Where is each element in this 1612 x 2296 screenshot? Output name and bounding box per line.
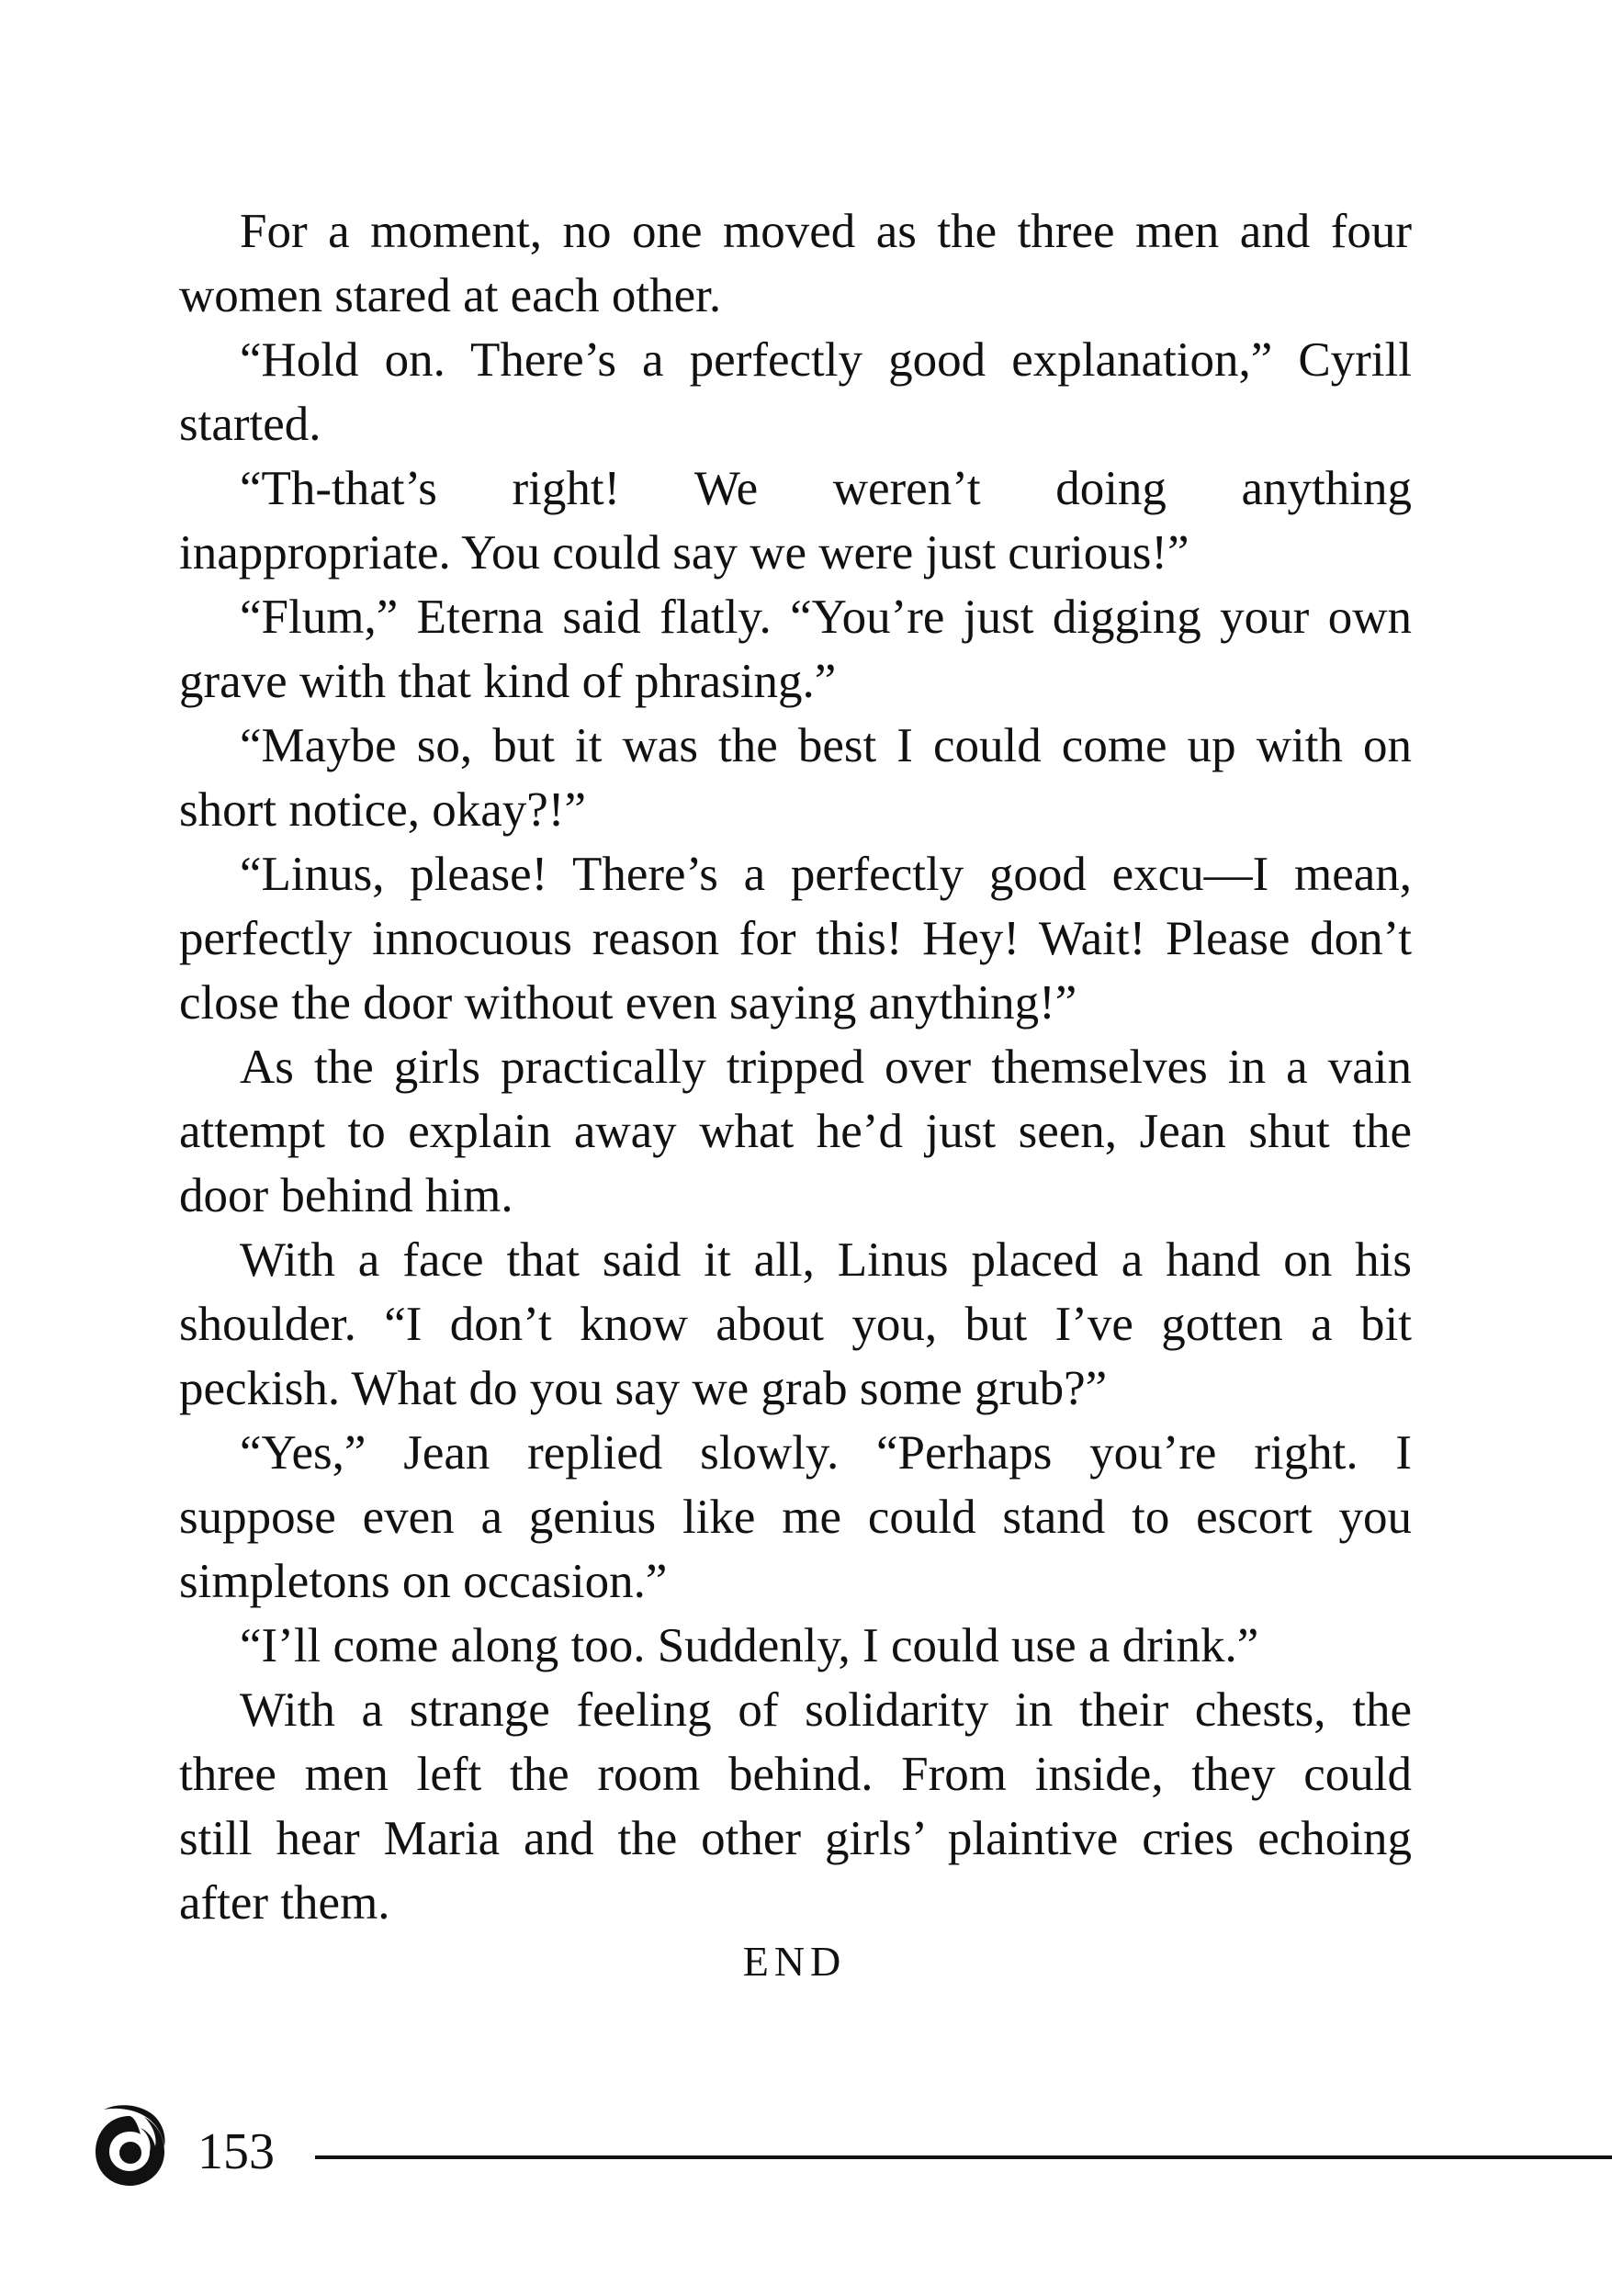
text-line: inappropriate. You could say we were just curious!” xyxy=(179,526,1189,580)
text-line: women stared at each other. xyxy=(179,269,722,322)
text-line: “I’ll come along too. Suddenly, I could use a drink.” xyxy=(240,1619,1259,1672)
end-mark: END xyxy=(742,1938,847,1985)
text-line: suppose even a genius like me could stand to escort you xyxy=(179,1491,1412,1544)
text-line: For a moment, no one moved as the three men and four xyxy=(240,205,1412,258)
page-footer xyxy=(0,2099,1612,2190)
text-line: after them. xyxy=(179,1876,390,1930)
text-line: simpletons on occasion.” xyxy=(179,1555,668,1608)
text-line: “Hold on. There’s a perfectly good explanation,” Cyrill xyxy=(240,333,1412,387)
text-line: With a strange feeling of solidarity in their chests, the xyxy=(240,1683,1412,1737)
text-line: “Maybe so, but it was the best I could come up with on xyxy=(240,719,1412,772)
text-line: started. xyxy=(179,398,321,451)
text-line: shoulder. “I don’t know about you, but I’ve gotten a bit xyxy=(179,1298,1412,1351)
text-line: With a face that said it all, Linus placed a hand on his xyxy=(240,1233,1412,1287)
text-line: grave with that kind of phrasing.” xyxy=(179,655,837,708)
text-line: short notice, okay?!” xyxy=(179,783,586,837)
text-line: close the door without even saying anything!” xyxy=(179,976,1077,1030)
body-text xyxy=(179,199,1412,1935)
spiral-logo-icon xyxy=(93,2104,168,2187)
text-line: As the girls practically tripped over themselves in a vain xyxy=(240,1041,1412,1094)
text-line: three men left the room behind. From inside, they could xyxy=(179,1748,1412,1801)
text-line: “Yes,” Jean replied slowly. “Perhaps you’re right. I xyxy=(240,1426,1412,1480)
text-line: “Th-that’s right! We weren’t doing anything xyxy=(240,462,1412,515)
text-line: “Linus, please! There’s a perfectly good excu—I mean, xyxy=(240,848,1412,901)
text-line: attempt to explain away what he’d just seen, Jean shut the xyxy=(179,1105,1412,1158)
page-number: 153 xyxy=(197,2123,275,2180)
text-line: “Flum,” Eterna said flatly. “You’re just digging your own xyxy=(240,591,1412,644)
text-line: peckish. What do you say we grab some grub?” xyxy=(179,1362,1108,1415)
text-line: perfectly innocuous reason for this! Hey! Wait! Please don’t xyxy=(179,912,1412,965)
text-line: still hear Maria and the other girls’ plaintive cries echoing xyxy=(179,1812,1412,1865)
text-line: door behind him. xyxy=(179,1169,513,1222)
footer-rule xyxy=(315,2155,1612,2159)
